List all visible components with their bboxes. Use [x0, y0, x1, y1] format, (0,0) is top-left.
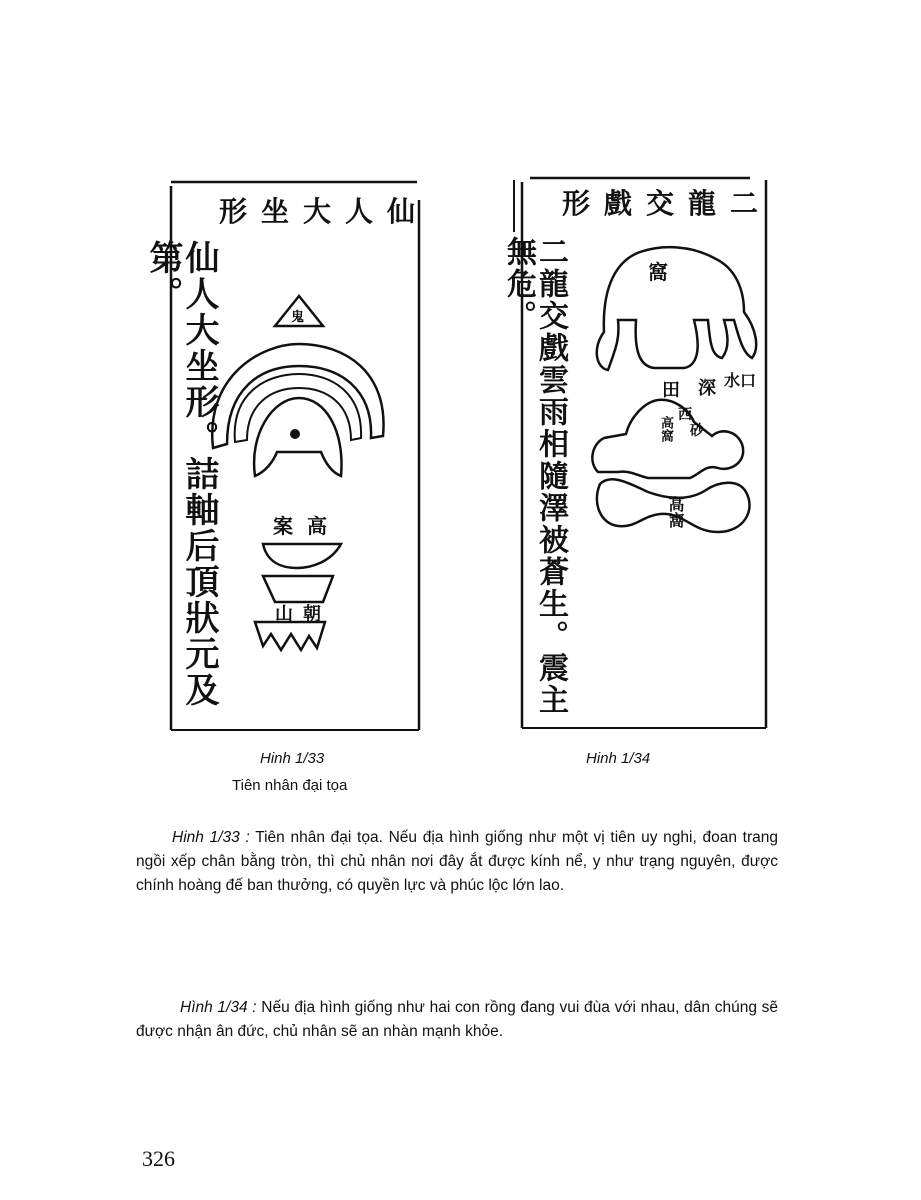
figure-right-vertical-text: 二龍交戲雲雨相隨澤被蒼生。震主無危。	[501, 236, 568, 716]
paragraph-figure-33-text: Tiên nhân đại tọa. Nếu địa hình giống như một vị tiên uy nghi, đoan trang ngồi xếp chân bằng tròn, thì chủ nhân nơi đây ắt được kính nể, y như trạng nguyên, được chính hoàng đế ban thưởng, có quyền lực và phúc lộc lớn lao.	[136, 829, 778, 894]
figure-left-label-middle: 案高	[273, 514, 341, 538]
figure-right-label-west: 西	[678, 407, 692, 423]
page-number: 326	[142, 1146, 175, 1171]
figure-left-subcaption: Tiên nhân đại tọa	[232, 777, 348, 794]
paragraph-figure-33	[136, 826, 778, 898]
paragraph-figure-34	[136, 996, 778, 1044]
figure-left-caption: Hinh 1/33	[260, 750, 325, 767]
figure-left	[143, 176, 431, 738]
figure-right-title: 形戲交龍二	[562, 187, 773, 220]
figure-right-label-water: 水口	[724, 371, 757, 390]
figure-left-label-bottom: 山朝	[275, 604, 331, 625]
figure-right	[501, 172, 773, 738]
figure-right-label-deep: 深	[698, 378, 716, 399]
figure-right-caption: Hinh 1/34	[586, 750, 651, 767]
paragraph-figure-34-text: Nếu địa hình giống như hai con rồng đang vui đùa với nhau, dân chúng sẽ được nhận ân đức, chủ nhân sẽ an nhàn mạnh khỏe.	[136, 999, 778, 1040]
figure-left-vertical-text: 仙人大坐形。詰軸后頂狀元及第。	[143, 240, 219, 708]
paragraph-figure-33-lead: Hinh 1/33 :	[172, 829, 250, 846]
figure-right-label-top: 窩	[648, 260, 668, 284]
figure-right-label-bottom: 高窩	[666, 496, 685, 528]
paragraph-figure-34-lead: Hình 1/34 :	[180, 999, 257, 1016]
figure-right-label-nest: 高窩	[658, 416, 673, 442]
figure-right-label-sand: 砂	[690, 423, 704, 439]
figure-right-label-field: 田	[662, 380, 680, 401]
figure-left-title: 形坐大人仙	[219, 195, 430, 228]
figure-left-label-top: 鬼	[291, 310, 305, 325]
